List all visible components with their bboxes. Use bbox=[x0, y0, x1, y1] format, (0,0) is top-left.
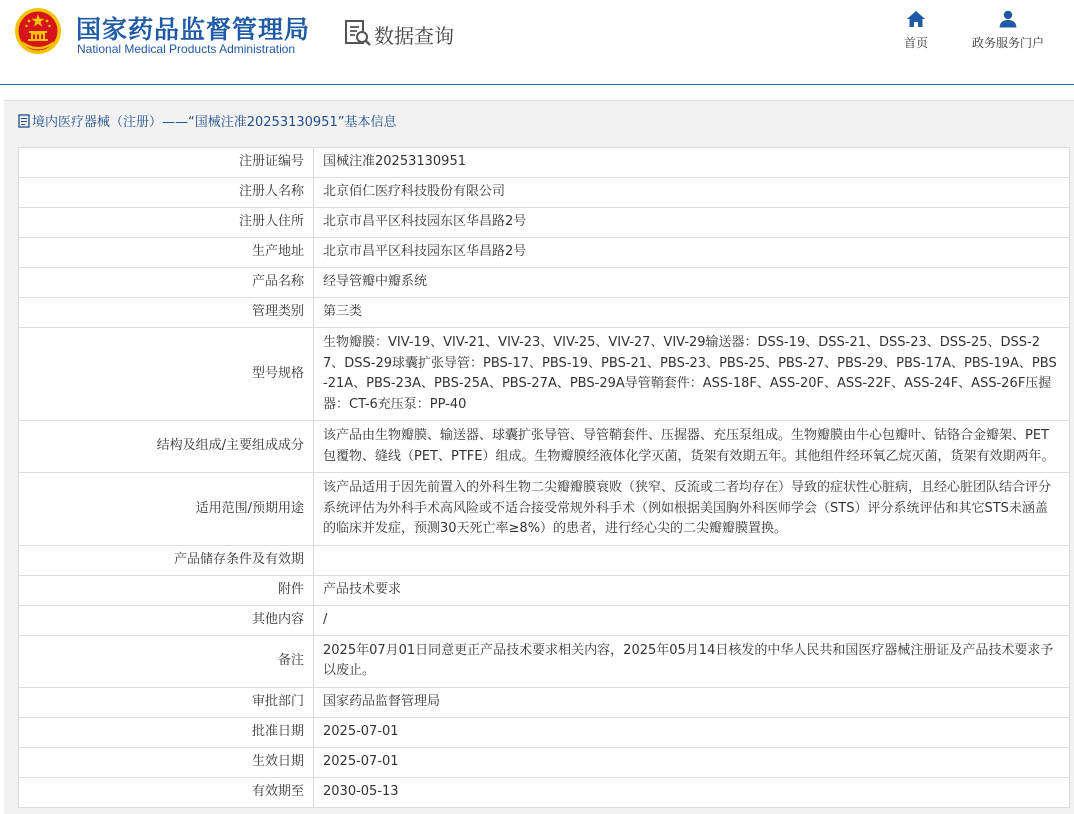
table-row bbox=[19, 605, 1070, 635]
field-label: 适用范围/预期用途 bbox=[19, 473, 314, 546]
field-value: 产品技术要求 bbox=[314, 575, 1070, 605]
table-row bbox=[19, 208, 1070, 238]
breadcrumb bbox=[18, 111, 396, 130]
table-row bbox=[19, 717, 1070, 747]
content-area bbox=[4, 100, 1074, 814]
nav-home-label: 首页 bbox=[903, 36, 928, 50]
field-value: 经导管瓣中瓣系统 bbox=[314, 268, 1070, 298]
field-label: 注册人名称 bbox=[19, 178, 314, 208]
field-label: 生效日期 bbox=[19, 747, 314, 777]
table-row bbox=[19, 473, 1070, 546]
field-label: 结构及组成/主要组成成分 bbox=[19, 421, 314, 473]
table-row bbox=[19, 298, 1070, 328]
nav-portal-label: 政务服务门户 bbox=[971, 36, 1044, 50]
field-value: 国家药品监督管理局 bbox=[314, 687, 1070, 717]
table-row bbox=[19, 268, 1070, 298]
record-detail-table bbox=[18, 147, 1070, 808]
document-search-icon bbox=[343, 18, 373, 48]
field-value: 北京市昌平区科技园东区华昌路2号 bbox=[314, 208, 1070, 238]
nav-service-portal-link[interactable] bbox=[964, 10, 1052, 51]
table-row bbox=[19, 687, 1070, 717]
field-value: 第三类 bbox=[314, 298, 1070, 328]
field-label: 产品储存条件及有效期 bbox=[19, 545, 314, 575]
table-row bbox=[19, 238, 1070, 268]
field-label: 附件 bbox=[19, 575, 314, 605]
field-label: 型号规格 bbox=[19, 328, 314, 421]
field-value: 国械注准20253130951 bbox=[314, 148, 1070, 178]
home-icon bbox=[906, 10, 926, 28]
field-value: 2025-07-01 bbox=[314, 717, 1070, 747]
field-label: 其他内容 bbox=[19, 605, 314, 635]
table-row bbox=[19, 777, 1070, 807]
field-label: 注册人住所 bbox=[19, 208, 314, 238]
user-icon bbox=[998, 10, 1018, 28]
field-label: 管理类别 bbox=[19, 298, 314, 328]
site-header bbox=[0, 0, 1074, 85]
field-value: 生物瓣膜：VIV-19、VIV-21、VIV-23、VIV-25、VIV-27、VIV-29输送器：DSS-19、DSS-21、DSS-23、DSS-25、DSS-27、DSS-29球囊扩张导管：PBS-17、PBS-19、PBS-21、PBS-23、PBS-25、PBS-27、PBS-29、PBS-17A、PBS-19A、PBS-21A、PBS-23A、PBS-25A、PBS-27A、PBS-29A导管鞘套件：ASS-18F、ASS-20F、ASS-22F、ASS-24F、ASS-26F压握器：CT-6充压泵：PP-40 bbox=[314, 328, 1070, 421]
field-value: 2030-05-13 bbox=[314, 777, 1070, 807]
org-name-cn: 国家药品监督管理局 bbox=[76, 15, 311, 44]
table-row bbox=[19, 747, 1070, 777]
page-title: 数据查询 bbox=[374, 24, 454, 48]
nav-home-link[interactable] bbox=[898, 10, 934, 51]
org-name-en: National Medical Products Administration bbox=[77, 42, 296, 56]
table-row bbox=[19, 148, 1070, 178]
field-value bbox=[314, 545, 1070, 575]
field-label: 生产地址 bbox=[19, 238, 314, 268]
table-row bbox=[19, 328, 1070, 421]
field-label: 有效期至 bbox=[19, 777, 314, 807]
field-value: 该产品适用于因先前置入的外科生物二尖瓣瓣膜衰败（狭窄、反流或二者均存在）导致的症状性心脏病，且经心脏团队结合评分系统评估为外科手术高风险或不适合接受常规外科手术（例如根据美国胸外科医师学会（STS）评分系统评估和其它STS未涵盖的临床并发症，预测30天死亡率≥8%）的患者，进行经心尖的二尖瓣瓣膜置换。 bbox=[314, 473, 1070, 546]
breadcrumb-text: 境内医疗器械（注册）——“国械注准20253130951”基本信息 bbox=[32, 115, 397, 130]
table-row bbox=[19, 575, 1070, 605]
field-value: 北京市昌平区科技园东区华昌路2号 bbox=[314, 238, 1070, 268]
table-row bbox=[19, 545, 1070, 575]
field-value: 北京佰仁医疗科技股份有限公司 bbox=[314, 178, 1070, 208]
field-label: 注册证编号 bbox=[19, 148, 314, 178]
field-value: 该产品由生物瓣膜、输送器、球囊扩张导管、导管鞘套件、压握器、充压泵组成。生物瓣膜由牛心包瓣叶、钴铬合金瓣架、PET包覆物、缝线（PET、PTFE）组成。生物瓣膜经液体化学灭菌，货架有效期五年。其他组件经环氧乙烷灭菌，货架有效期两年。 bbox=[314, 421, 1070, 473]
field-value: 2025年07月01日同意更正产品技术要求相关内容，2025年05月14日核发的中华人民共和国医疗器械注册证及产品技术要求予以废止。 bbox=[314, 635, 1070, 687]
table-row bbox=[19, 421, 1070, 473]
table-row bbox=[19, 178, 1070, 208]
national-emblem-icon bbox=[14, 7, 62, 55]
field-label: 产品名称 bbox=[19, 268, 314, 298]
document-icon bbox=[18, 114, 30, 128]
field-label: 备注 bbox=[19, 635, 314, 687]
field-value: 2025-07-01 bbox=[314, 747, 1070, 777]
field-value: / bbox=[314, 605, 1070, 635]
table-row bbox=[19, 635, 1070, 687]
field-label: 批准日期 bbox=[19, 717, 314, 747]
field-label: 审批部门 bbox=[19, 687, 314, 717]
